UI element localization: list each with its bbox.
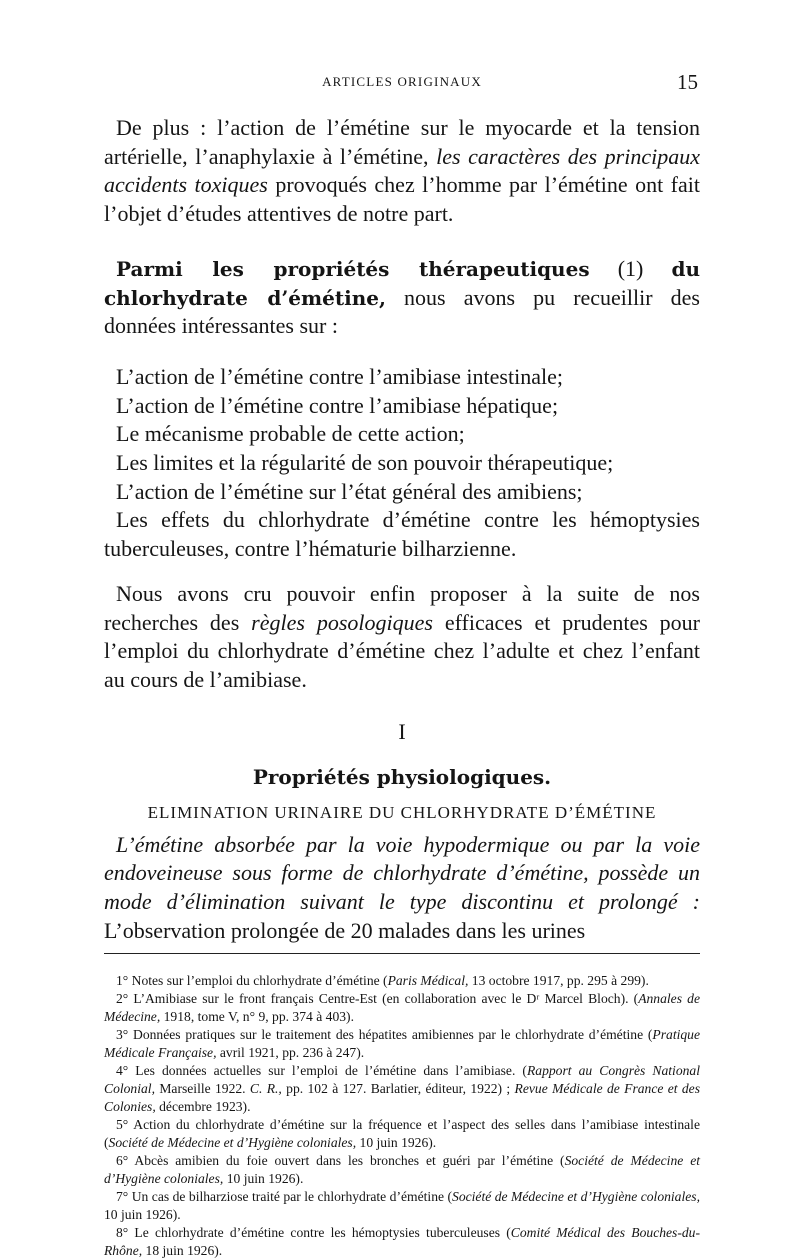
footnote-3 <box>104 1026 700 1062</box>
list-item: Les effets du chlorhydrate d’émétine contre les hémoptysies tuberculeuses, contre l’hématurie bilharzienne. <box>104 507 700 562</box>
page-number: 15 <box>677 70 698 94</box>
italic-run: Rapport au Congrès National Colonial, <box>104 1063 700 1097</box>
text-run: efficaces et prudentes pour l’emploi du chlorhydrate d’émétine chez l’adulte et chez l’enfant au cours de l’amibiase. <box>104 609 700 692</box>
text-run: 2° L’Amibiase sur le front français Centre-Est (en collaboration avec le Dʳ Marcel Bloch). ( <box>116 991 639 1007</box>
italic-run: Revue Médicale de France et des Colonies, <box>104 1081 701 1115</box>
footnotes <box>104 972 700 1260</box>
bold-run: Parmi les propriétés thérapeutiques <box>116 256 590 281</box>
properties-list <box>104 363 700 564</box>
italic-run: Pratique Médicale Française, <box>104 1027 700 1061</box>
section-title: Propriétés physiologiques. <box>252 764 552 789</box>
text-run: avril 1921, pp. 236 à 247). <box>216 1045 365 1061</box>
footnote-5 <box>104 1116 700 1152</box>
italic-run: Paris Médical, <box>387 973 469 989</box>
text-run: pp. 102 à 127. Barlatier, éditeur, 1922) ; <box>281 1081 515 1097</box>
list-item: Les limites et la régularité de son pouvoir thérapeutique; <box>116 450 614 476</box>
text-run: (1) <box>589 255 672 281</box>
text-run: 18 juin 1926). <box>142 1243 223 1259</box>
italic-run: les caractères des principaux accidents toxiques <box>104 143 700 198</box>
subsection-heading: ELIMINATION URINAIRE DU CHLORHYDRATE D’ÉMÉTINE <box>147 802 657 822</box>
text-run: L’observation prolongée de 20 malades dans les urines <box>104 917 586 943</box>
section-number: I <box>398 718 406 744</box>
paragraph-3 <box>104 580 700 695</box>
list-item: L’action de l’émétine sur l’état général des amibiens; <box>116 478 583 504</box>
footnote-1 <box>104 972 700 990</box>
running-header <box>104 70 700 94</box>
text-run: provoqués chez l’homme par l’émétine ont fait l’objet d’études attentives de notre part. <box>104 172 700 227</box>
page <box>104 70 700 1260</box>
text-run: 1° Notes sur l’emploi du chlorhydrate d’émétine ( <box>116 973 388 989</box>
footnote-8 <box>104 1224 700 1260</box>
italic-run: Société de Médecine et d’Hygiène coloniales, <box>452 1189 700 1205</box>
footnote-4 <box>104 1062 700 1116</box>
paragraph-4 <box>104 831 700 946</box>
text-run: 4° Les données actuelles sur l’emploi de l’émétine dans l’amibiase. ( <box>116 1063 527 1079</box>
italic-run: C. R., <box>249 1081 282 1097</box>
bold-run: du chlorhydrate d’émétine, <box>104 256 700 310</box>
italic-run: Comité Médical des Bouches-du-Rhône, <box>104 1225 700 1259</box>
text-run: nous avons pu recueillir des données intéressantes sur : <box>104 284 700 339</box>
text-run: 3° Données pratiques sur le traitement des hépatites amibiennes par le chlorhydrate d’émétine ( <box>116 1027 653 1043</box>
body-text <box>104 114 700 945</box>
footnote-2 <box>104 990 700 1026</box>
footnote-6 <box>104 1152 700 1188</box>
list-item: L’action de l’émétine contre l’amibiase intestinale; <box>116 363 563 389</box>
text-run: 5° Action du chlorhydrate d’émétine sur la fréquence et l’aspect des selles dans l’amibiase intestinale ( <box>104 1117 700 1151</box>
text-run: 10 juin 1926). <box>223 1171 304 1187</box>
italic-run: L’émétine absorbée par la voie hypodermique ou par la voie endoveineuse sous forme de chlorhydrate d’émétine, possède un mode d’élimination suivant le type discontinu et prolongé : <box>104 831 700 915</box>
text-run: 13 octobre 1917, pp. 295 à 299). <box>468 973 649 989</box>
text-run: 10 juin 1926). <box>356 1135 437 1151</box>
paragraph-1 <box>104 114 700 229</box>
footnote-7 <box>104 1188 700 1224</box>
text-run: 7° Un cas de bilharziose traité par le chlorhydrate d’émétine ( <box>116 1189 453 1205</box>
text-run: 8° Le chlorhydrate d’émétine contre les hémoptysies tuberculeuses ( <box>116 1225 511 1241</box>
italic-run: Société de Médecine et d’Hygiène coloniales, <box>108 1135 357 1151</box>
footnote-divider <box>104 953 700 954</box>
italic-run: règles posologiques <box>251 609 433 635</box>
text-run: Marseille 1922. <box>154 1081 250 1097</box>
text-run: 1918, tome V, n° 9, pp. 374 à 403). <box>160 1009 354 1025</box>
text-run: décembre 1923). <box>155 1099 251 1115</box>
italic-run: Annales de Médecine, <box>104 991 700 1025</box>
italic-run: Société de Médecine et d’Hygiène coloniales, <box>104 1153 701 1187</box>
running-title: ARTICLES ORIGINAUX <box>322 74 482 89</box>
text-run: 6° Abcès amibien du foie ouvert dans les bronches et guéri par l’émétine ( <box>116 1153 565 1169</box>
list-item: L’action de l’émétine contre l’amibiase hépatique; <box>116 392 559 418</box>
text-run: De plus : l’action de l’émétine sur le myocarde et la tension artérielle, l’anaphylaxie à l’émétine, <box>104 115 700 169</box>
text-run: 10 juin 1926). <box>104 1207 181 1223</box>
paragraph-2 <box>104 255 700 341</box>
text-run: Nous avons cru pouvoir enfin proposer à la suite de nos recherches des <box>104 580 700 635</box>
list-item: Le mécanisme probable de cette action; <box>116 421 465 447</box>
